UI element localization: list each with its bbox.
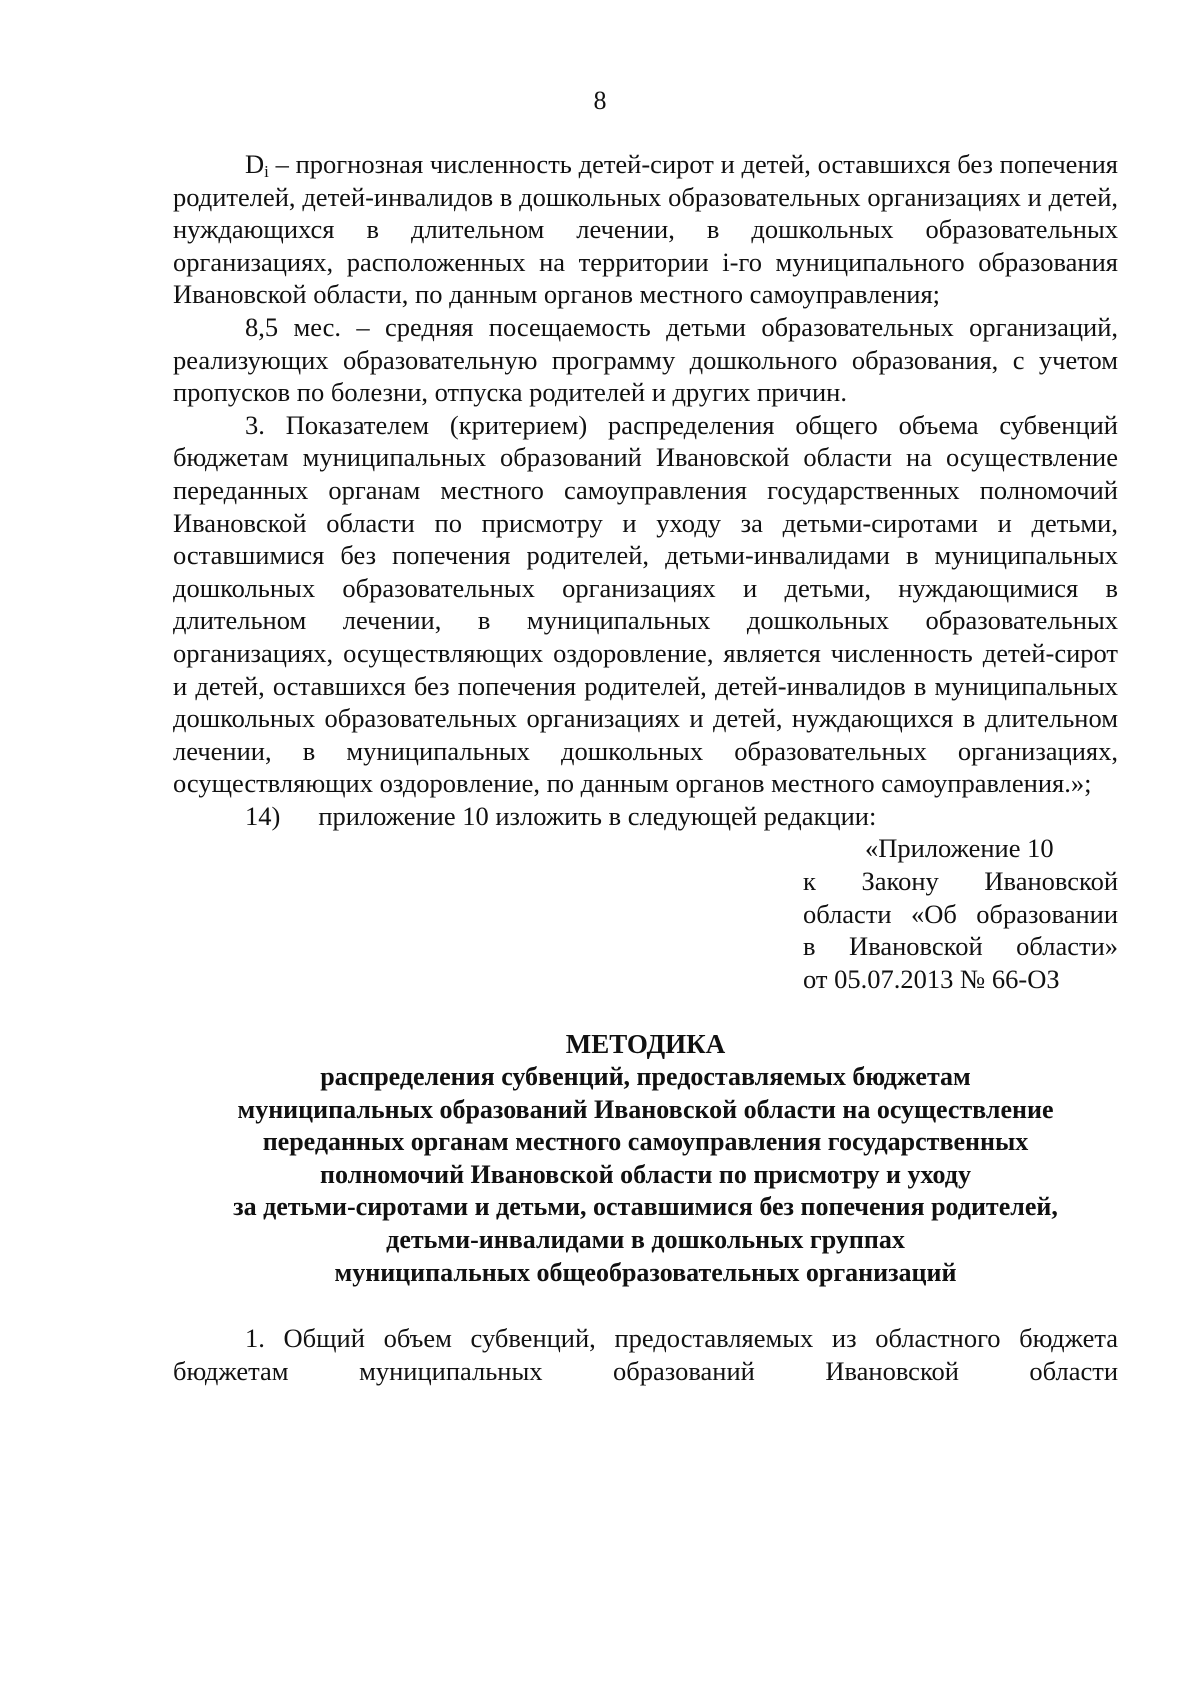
appendix-line-4: в Ивановской области»: [803, 931, 1118, 962]
appendix-line-5: от 05.07.2013 № 66-ОЗ: [803, 963, 1060, 994]
appendix-line-2: к Закону Ивановской: [803, 866, 1118, 897]
document-body: [173, 148, 1118, 1387]
heading-title: МЕТОДИКА: [565, 1029, 726, 1060]
heading-line-3: переданных органам местного самоуправления государственных: [262, 1127, 1029, 1157]
closing-section: [173, 1322, 1118, 1387]
appendix-reference: [803, 832, 1118, 995]
di-symbol: D: [245, 149, 265, 179]
heading-line-2: муниципальных образований Ивановской области на осуществление: [237, 1094, 1054, 1124]
heading-line-5: за детьми-сиротами и детьми, оставшимися без попечения родителей,: [233, 1192, 1058, 1222]
item-14-number: 14): [245, 800, 281, 831]
heading-line-6: детьми-инвалидами в дошкольных группах: [386, 1225, 905, 1254]
paragraph-1-total-volume: 1. Общий объем субвенций, предоставляемых из областного бюджета бюджетам муниципальных образований Ивановской области: [173, 1323, 1118, 1386]
di-definition-text: – прогнозная численность детей-сирот и детей, оставшихся без попечения родителей, детей-инвалидов в дошкольных образовательных организациях и детей, нуждающихся в длительном лечении, в дошкольных образовательных организациях, расположенных на территории i-го муниципального образования Ивановской области, по данным органов местного самоуправления;: [173, 149, 1118, 310]
appendix-line-1: «Приложение 10: [865, 833, 1054, 864]
heading-line-4: полномочий Ивановской области по присмотру и уходу: [320, 1159, 971, 1189]
item-14-text: приложение 10 изложить в следующей редакции:: [318, 800, 877, 831]
methodology-heading: [173, 1028, 1118, 1289]
paragraph-di-definition: [173, 148, 1118, 311]
appendix-line-3: области «Об образовании: [803, 898, 1118, 929]
paragraph-attendance: 8,5 мес. – средняя посещаемость детьми образовательных организаций, реализующих образовательную программу дошкольного образования, с учетом пропусков по болезни, отпуска родителей и других причин.: [173, 311, 1118, 408]
heading-line-7: муниципальных общеобразовательных организаций: [334, 1257, 957, 1287]
page-number: 8: [593, 86, 607, 115]
heading-line-1: распределения субвенций, предоставляемых бюджетам: [320, 1062, 971, 1092]
di-subscript: i: [264, 162, 269, 181]
paragraph-3-criterion: 3. Показателем (критерием) распределения общего объема субвенций бюджетам муниципальных образований Ивановской области на осуществление переданных органам местного самоуправления государственных полномочий Ивановской области по присмотру и уходу за детьми-сиротами и детьми, оставшимися без попечения родителей, детьми-инвалидами в муниципальных дошкольных образовательных организациях и детьми, нуждающимися в длительном лечении, в муниципальных дошкольных образовательных организациях, осуществляющих оздоровление, является численность детей-сирот и детей, оставшихся без попечения родителей, детей-инвалидов в муниципальных дошкольных образовательных организациях и детей, нуждающихся в длительном лечении, в муниципальных дошкольных образовательных организациях, осуществляющих оздоровление, по данным органов местного самоуправления.»;: [173, 409, 1118, 799]
item-14: [173, 800, 1118, 833]
